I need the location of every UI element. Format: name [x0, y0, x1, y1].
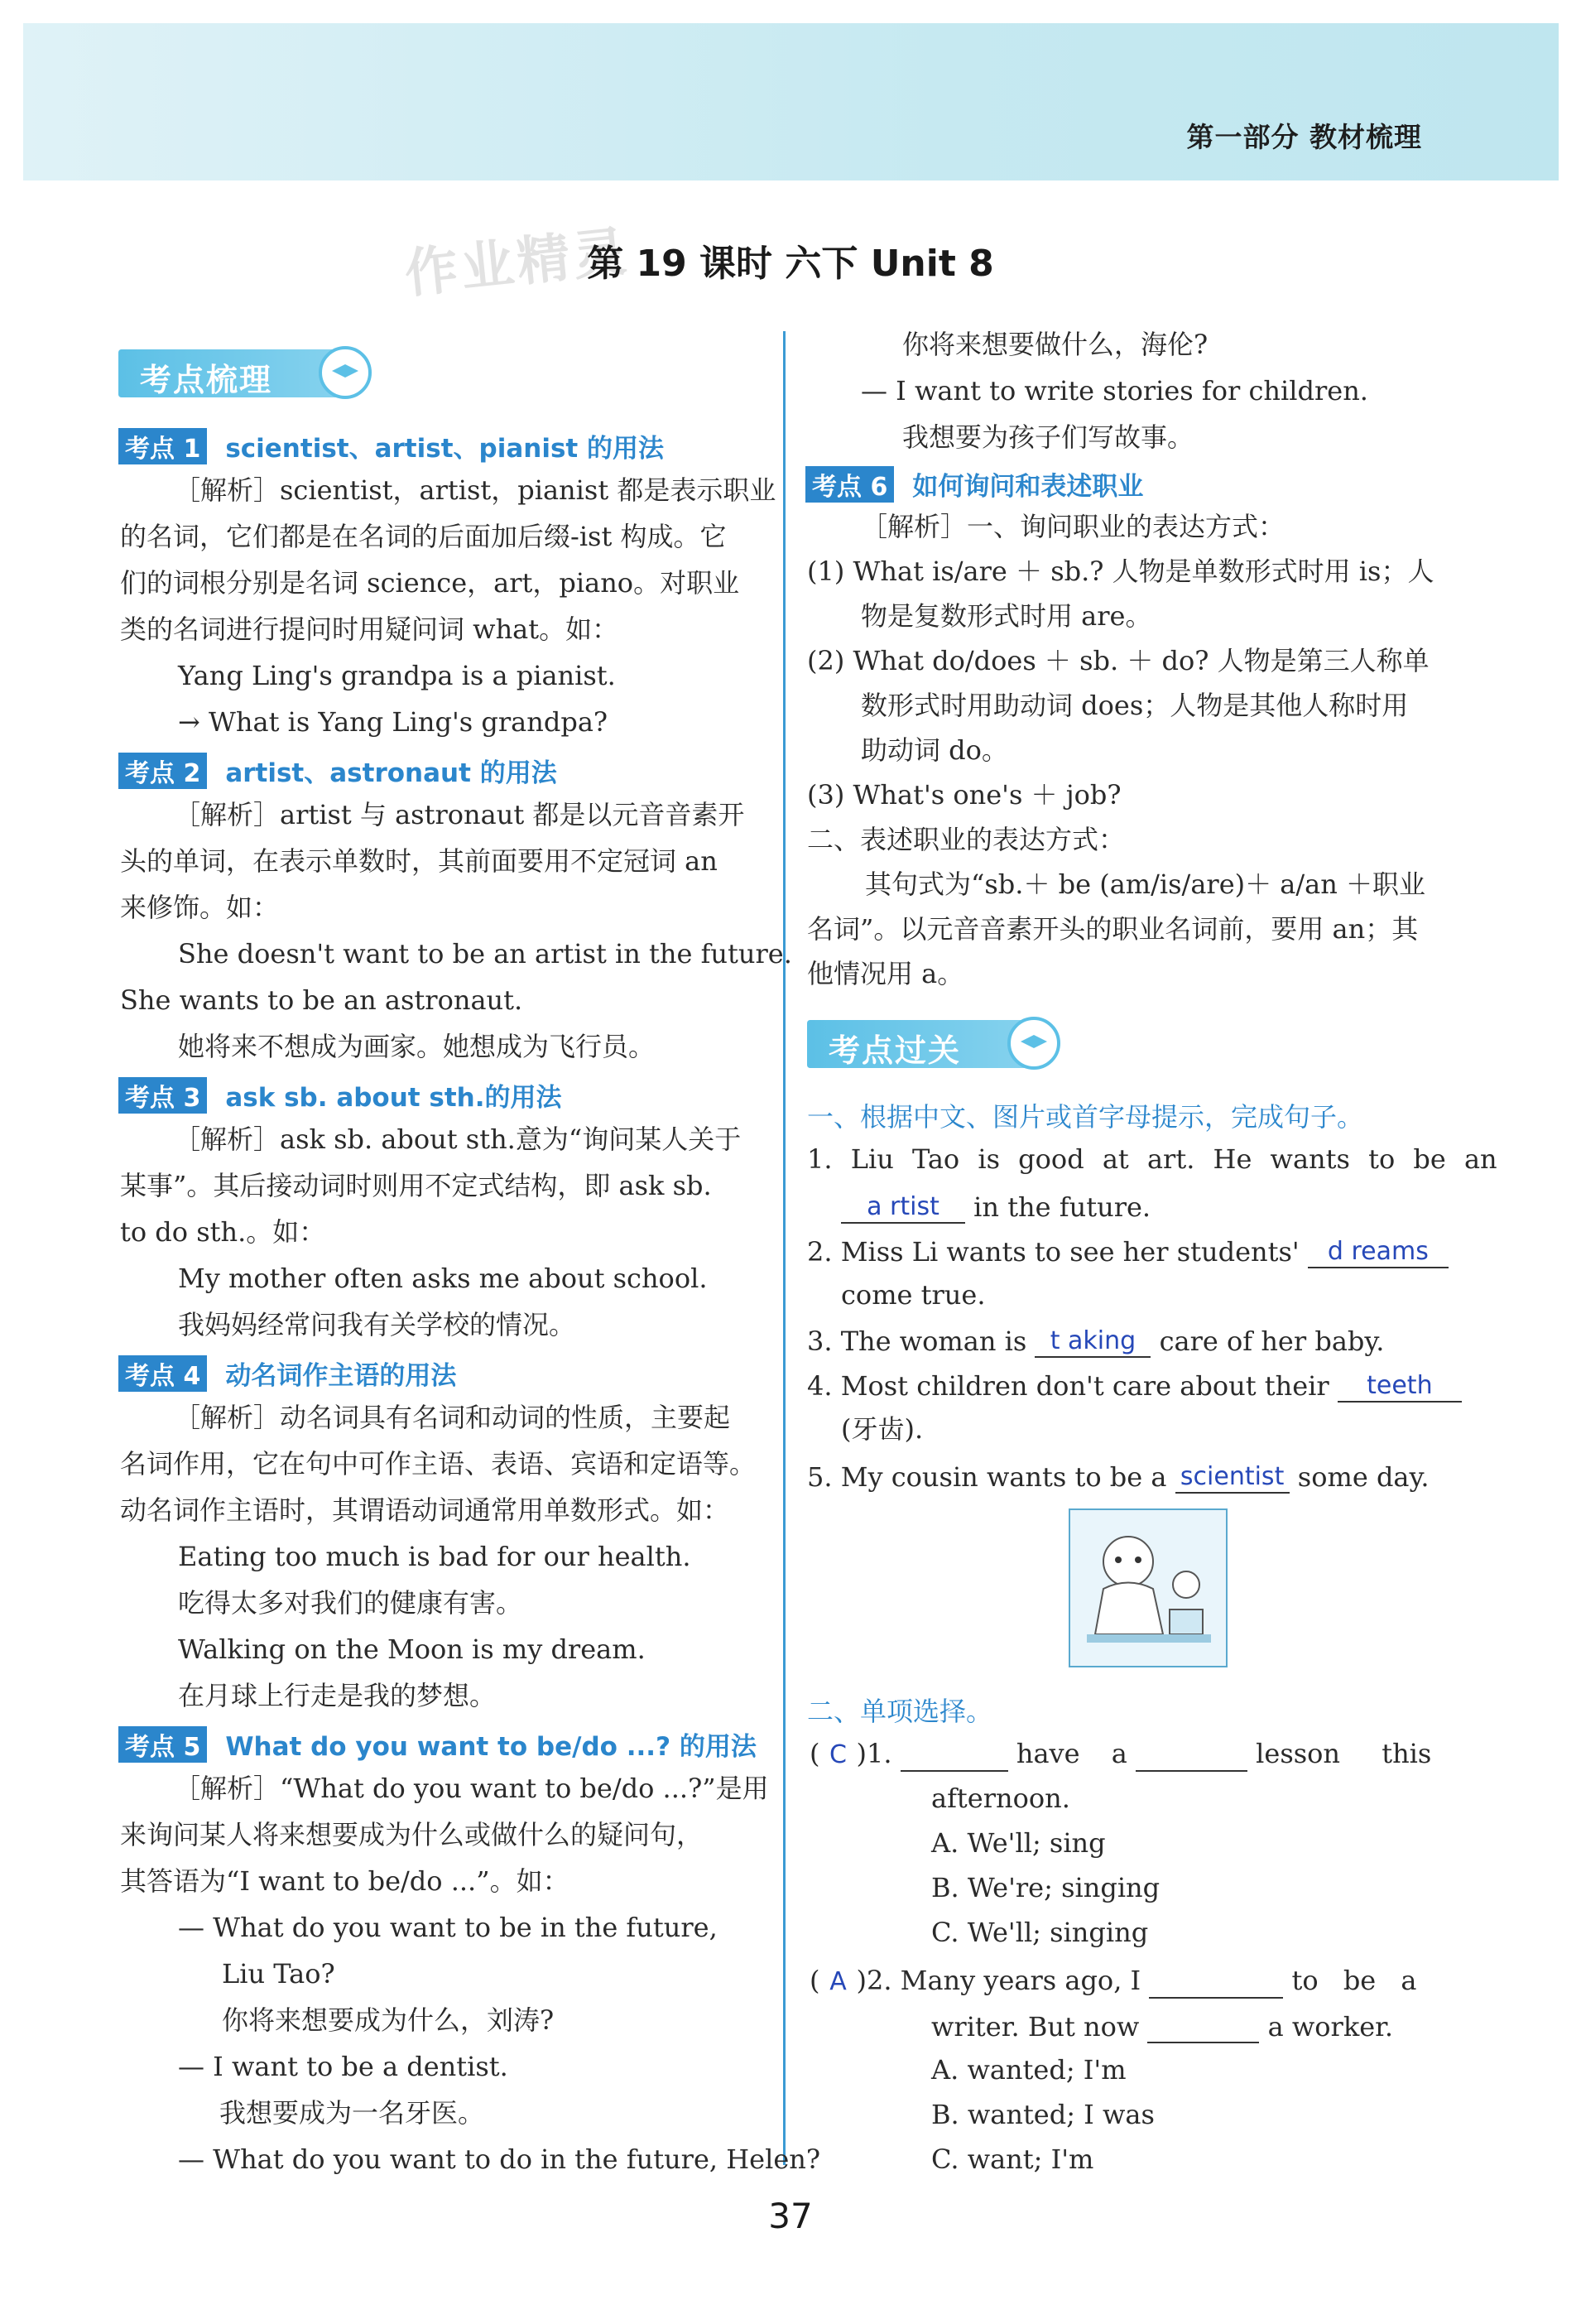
banner-kaodian-guoguan: 考点过关 [807, 1020, 1055, 1068]
section-tag: 第一部分 教材梳理 [1186, 121, 1422, 153]
text-line: 她将来不想成为画家。她想成为飞行员。 [178, 1031, 656, 1062]
text-line: → What is Yang Ling's grandpa? [178, 706, 608, 738]
text-line: (1) What is/are ＋ sb.? 人物是单数形式时用 is；人 [807, 556, 1434, 587]
text-line: 名词作用，它在句中可作主语、表语、宾语和定语等。 [120, 1448, 757, 1480]
text-line: 物是复数形式时用 are。 [861, 600, 1152, 632]
text-line: Walking on the Moon is my dream. [178, 1634, 646, 1665]
answer: t aking [1050, 1326, 1136, 1355]
question-line: come true. [841, 1279, 986, 1311]
text-line: 吃得太多对我们的健康有害。 [178, 1587, 523, 1619]
text-line: 我想要为孩子们写故事。 [902, 421, 1194, 453]
text-line: 来询问某人将来想要成为什么或做什么的疑问句， [120, 1819, 704, 1850]
text-line: (2) What do/does ＋ sb. ＋ do? 人物是第三人称单 [807, 645, 1430, 676]
text-line: — What do you want to do in the future, Helen? [178, 2144, 821, 2175]
text-line: ［解析］artist 与 astronaut 都是以元音音素开 [174, 799, 745, 830]
option: B. wanted; I was [931, 2099, 1155, 2130]
question-line: (牙齿). [841, 1413, 924, 1445]
text-line: 名词”。以元音音素开头的职业名词前，要用 an；其 [807, 913, 1419, 945]
text-line: 动名词作主语时，其谓语动词通常用单数形式。如： [120, 1494, 730, 1526]
scientist-illustration [1069, 1508, 1228, 1667]
text-line: ［解析］“What do you want to be/do ...?”是用 [174, 1773, 769, 1804]
question-line: 2. Miss Li wants to see her students' d reams [807, 1234, 1449, 1268]
option: C. We'll; singing [931, 1917, 1149, 1948]
text-line: 类的名词进行提问时用疑问词 what。如： [120, 613, 619, 645]
text-line: 我妈妈经常问我有关学校的情况。 [178, 1309, 576, 1340]
point-heading: 考点 1 scientist、artist、pianist 的用法 [118, 427, 664, 464]
section-title: 二、单项选择。 [807, 1696, 993, 1727]
text-line: 你将来想要成为什么，刘涛? [222, 2004, 555, 2036]
text-line: — I want to be a dentist. [178, 2051, 508, 2082]
answer: C [829, 1740, 847, 1769]
shield-icon [1007, 1017, 1060, 1070]
text-line: She wants to be an astronaut. [120, 984, 523, 1016]
point-heading: 考点 5 What do you want to be/do ...? 的用法 [118, 1725, 757, 1763]
text-line: ［解析］ask sb. about sth.意为“询问某人关于 [174, 1124, 742, 1155]
page-number: 37 [768, 2196, 813, 2236]
text-line: Yang Ling's grandpa is a pianist. [178, 660, 616, 691]
text-line: 二、表述职业的表达方式： [807, 824, 1126, 855]
text-line: 助动词 do。 [861, 734, 1008, 766]
answer: d reams [1327, 1237, 1429, 1266]
text-line: 在月球上行走是我的梦想。 [178, 1680, 497, 1711]
answer: scientist [1180, 1462, 1285, 1491]
text-line: — I want to write stories for children. [861, 375, 1368, 407]
header-band [23, 23, 1559, 180]
column-divider [783, 331, 786, 2165]
text-line: She doesn't want to be an artist in the future. [178, 938, 792, 970]
answer: teeth [1367, 1371, 1433, 1400]
text-line: Eating too much is bad for our health. [178, 1541, 691, 1572]
option: C. want; I'm [931, 2144, 1094, 2175]
text-line: to do sth.。如： [120, 1216, 326, 1248]
text-line: (3) What's one's ＋ job? [807, 779, 1122, 811]
text-line: 其答语为“I want to be/do ...”。如： [120, 1865, 569, 1897]
text-line: 我想要成为一名牙医。 [219, 2097, 485, 2129]
question-line: ( A )2. Many years ago, I to be a [810, 1964, 1416, 1999]
text-line: My mother often asks me about school. [178, 1263, 708, 1294]
point-heading: 考点 4 动名词作主语的用法 [118, 1354, 456, 1392]
point-heading: 考点 6 如何询问和表述职业 [805, 465, 1143, 503]
section-title: 一、根据中文、图片或首字母提示，完成句子。 [807, 1101, 1364, 1133]
option: B. We're; singing [931, 1872, 1161, 1903]
text-line: 他情况用 a。 [807, 958, 964, 989]
lesson-title: 第 19 课时 六下 Unit 8 [587, 243, 994, 285]
question-line: a rtist in the future. [841, 1189, 1151, 1224]
text-line: 的名词，它们都是在名词的后面加后缀-ist 构成。它 [120, 521, 727, 552]
text-line: Liu Tao? [222, 1958, 335, 1990]
point-heading: 考点 3 ask sb. about sth.的用法 [118, 1076, 562, 1114]
point-heading: 考点 2 artist、astronaut 的用法 [118, 752, 557, 789]
text-line: ［解析］动名词具有名词和动词的性质，主要起 [174, 1402, 731, 1433]
text-line: 数形式时用助动词 does；人物是其他人称时用 [861, 690, 1409, 721]
text-line: 们的词根分别是名词 science，art，piano。对职业 [120, 567, 740, 599]
text-line: 来修饰。如： [120, 892, 280, 923]
text-line: 你将来想要做什么，海伦? [902, 329, 1209, 360]
text-line: 头的单词，在表示单数时，其前面要用不定冠词 an [120, 845, 718, 877]
answer: a rtist [867, 1192, 939, 1221]
text-line: ［解析］一、询问职业的表达方式： [861, 511, 1285, 542]
question-line: ( C )1. have a lesson this [810, 1737, 1431, 1772]
question-line: 4. Most children don't care about their teeth [807, 1368, 1462, 1403]
question-line: 5. My cousin wants to be a scientist some day. [807, 1459, 1430, 1494]
option: A. wanted; I'm [931, 2054, 1127, 2086]
text-line: 某事”。其后接动词时则用不定式结构，即 ask sb. [120, 1170, 712, 1201]
text-line: — What do you want to be in the future, [178, 1912, 718, 1943]
question-line: writer. But now a worker. [931, 2009, 1393, 2043]
graduation-cap-icon [319, 346, 372, 399]
text-line: 其句式为“sb.＋ be (am/is/are)＋ a/an ＋职业 [865, 868, 1426, 900]
option: A. We'll; sing [931, 1827, 1106, 1859]
question-line: 1. Liu Tao is good at art. He wants to be an [807, 1143, 1497, 1175]
watermark: 作业精灵 [401, 220, 632, 306]
text-line: ［解析］scientist，artist，pianist 都是表示职业 [174, 474, 776, 506]
question-line: afternoon. [931, 1783, 1070, 1814]
question-line: 3. The woman is t aking care of her baby. [807, 1323, 1384, 1358]
banner-kaodian-shuli: 考点梳理 [118, 349, 367, 397]
answer: A [829, 1967, 847, 1996]
